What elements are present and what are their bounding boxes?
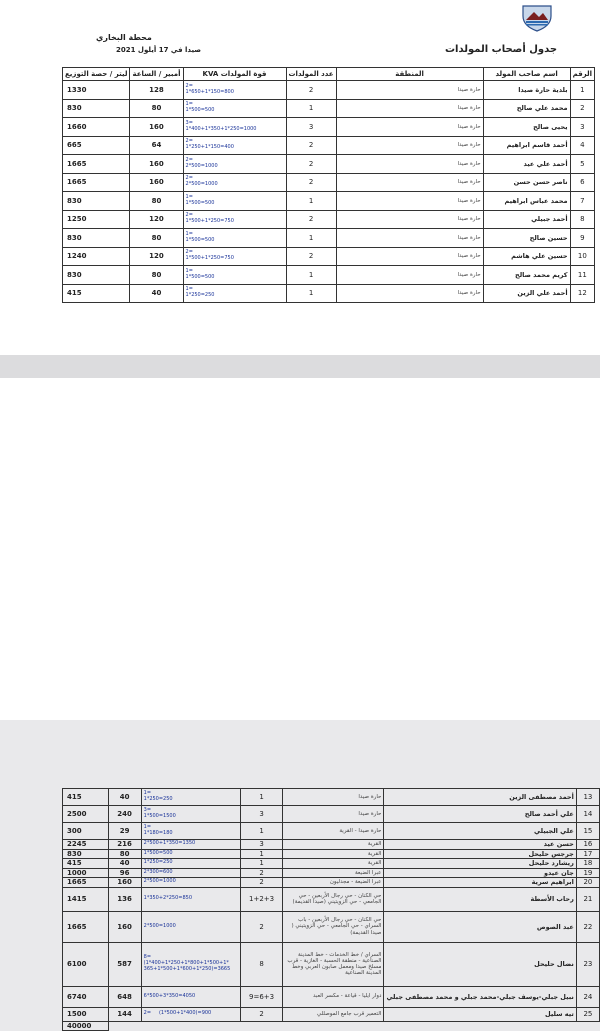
- area-name: القرية: [283, 840, 384, 850]
- ampere-hour: 128: [130, 81, 183, 100]
- ampere-hour: 80: [130, 229, 183, 248]
- owner-name: تيه سليل: [384, 1007, 576, 1021]
- row-number: 23: [576, 942, 599, 986]
- area-name: عبرا الضيعة: [283, 868, 384, 878]
- ampere-hour: 40: [108, 789, 141, 806]
- generator-kva: 2= 1*500+1*250=750: [183, 210, 286, 229]
- ampere-hour: 216: [108, 840, 141, 850]
- area-name: التعمير قرب جامع الموصللي: [283, 1007, 384, 1021]
- row-number: 11: [570, 266, 594, 285]
- area-name: حارة صيدا: [336, 136, 483, 155]
- generator-count: 2: [286, 155, 336, 174]
- ampere-hour: 160: [130, 118, 183, 137]
- owner-name: حسن عيد: [384, 840, 576, 850]
- liters-share: 415: [63, 284, 130, 303]
- generator-kva: 1= 1*500=500: [183, 192, 286, 211]
- liters-share: 6100: [63, 942, 109, 986]
- area-name: حارة صيدا: [336, 118, 483, 137]
- col-header-owner: اسم صاحب المولد: [483, 68, 570, 81]
- ampere-hour: 120: [130, 247, 183, 266]
- generator-count: 2: [240, 1007, 283, 1021]
- generators-table-part-2: [62, 788, 600, 1031]
- generator-count: 8: [240, 942, 283, 986]
- row-number: 10: [570, 247, 594, 266]
- generator-count: 1: [240, 849, 283, 859]
- liters-share: 1240: [63, 247, 130, 266]
- table-row: [63, 210, 595, 229]
- owner-name: يحيى صالح: [483, 118, 570, 137]
- owner-name: كريم محمد صالح: [483, 266, 570, 285]
- liters-share: 1665: [63, 878, 109, 888]
- generator-kva: 1*350+2*250=850: [141, 887, 240, 911]
- liters-share: 415: [63, 789, 109, 806]
- liters-share: 2500: [63, 806, 109, 823]
- row-number: 12: [570, 284, 594, 303]
- owner-name: علي أحمد صالح: [384, 806, 576, 823]
- generator-kva: 8= (1*400+1*250+1*800+1*500+1* 365+1*500+1*600+1*250)=3665: [141, 942, 240, 986]
- generator-kva: 2= 2*500=1000: [183, 155, 286, 174]
- generator-kva: 6*500+3*350=4050: [141, 986, 240, 1007]
- row-number: 18: [576, 859, 599, 869]
- generator-count: 3: [240, 806, 283, 823]
- liters-share: 830: [63, 229, 130, 248]
- generator-kva: 2= 2*500=1000: [183, 173, 286, 192]
- row-number: 4: [570, 136, 594, 155]
- area-name: حارة صيدا: [336, 210, 483, 229]
- area-name: حارة صيدا: [283, 806, 384, 823]
- ampere-hour: 80: [130, 192, 183, 211]
- area-name: القرية: [283, 859, 384, 869]
- table-row: [63, 911, 600, 942]
- generator-count: 2: [240, 911, 283, 942]
- area-name: السراي / خط الخدمات - خط المدينة الصناعية - منطقة الحسبة - الغازية - قرب مسلخ صيدا ومعمل صابون العربي وخط المدينة الصناعية: [283, 942, 384, 986]
- generator-count: 2: [240, 868, 283, 878]
- row-number: 3: [570, 118, 594, 137]
- area-name: حارة صيدا: [336, 192, 483, 211]
- area-name: حارة صيدا: [336, 266, 483, 285]
- generator-count: 6+3=9: [240, 986, 283, 1007]
- row-number: 13: [576, 789, 599, 806]
- area-name: حارة صيدا - القرية: [283, 823, 384, 840]
- table-row: [63, 229, 595, 248]
- ampere-hour: 144: [108, 1007, 141, 1021]
- generator-kva: 1= 1*500=500: [183, 266, 286, 285]
- generator-kva: 1= 1*500=500: [183, 229, 286, 248]
- area-name: دوار ايليا - قياعة - مكسر العبد: [283, 986, 384, 1007]
- generator-kva: 3= 1*500=1500: [141, 806, 240, 823]
- document-page-2: [0, 378, 600, 1030]
- row-number: 2: [570, 99, 594, 118]
- document-title: جدول أصحاب المولدات: [445, 44, 558, 55]
- table-row: [63, 247, 595, 266]
- table-row: [63, 859, 600, 869]
- area-name: حارة صيدا: [336, 173, 483, 192]
- ampere-hour: 240: [108, 806, 141, 823]
- row-number: 16: [576, 840, 599, 850]
- generator-kva: 2*500=1000: [141, 911, 240, 942]
- table-row: [63, 789, 600, 806]
- ampere-hour: 64: [130, 136, 183, 155]
- col-header-liters: ليتر / حصة التوزيع: [63, 68, 130, 81]
- owner-name: أحمد مصطفى الزين: [384, 789, 576, 806]
- generator-count: 1: [240, 789, 283, 806]
- owner-name: نبيل جبلي-يوسف جبلي-محمد جبلي و محمد مصطفى جبلي: [384, 986, 576, 1007]
- owner-name: أحمد جبيلي: [483, 210, 570, 229]
- ampere-hour: 136: [108, 887, 141, 911]
- table-row: [63, 155, 595, 174]
- owner-name: علي الجبيلي: [384, 823, 576, 840]
- generators-table-part-1: [62, 67, 595, 303]
- total-row: [63, 1021, 600, 1030]
- col-header-number: الرقم: [570, 68, 594, 81]
- ampere-hour: 648: [108, 986, 141, 1007]
- area-name: حارة صيدا: [336, 247, 483, 266]
- municipality-logo: [520, 4, 554, 32]
- ampere-hour: 160: [108, 878, 141, 888]
- area-name: حي الكنان - حي رجال الأربعين - باب السراي - حي الجامعي - حي الزويتيني ( صيدا القديمة): [283, 911, 384, 942]
- generator-kva: 1= 1*500=500: [183, 99, 286, 118]
- ampere-hour: 80: [130, 266, 183, 285]
- table-row: [63, 136, 595, 155]
- row-number: 6: [570, 173, 594, 192]
- liters-share: 830: [63, 192, 130, 211]
- table-row: [63, 118, 595, 137]
- ampere-hour: 160: [130, 173, 183, 192]
- row-number: 20: [576, 878, 599, 888]
- owner-name: محمد علي صالح: [483, 99, 570, 118]
- liters-share: 1415: [63, 887, 109, 911]
- table-row: [63, 823, 600, 840]
- liters-share: 300: [63, 823, 109, 840]
- owner-name: حسين صالح: [483, 229, 570, 248]
- area-name: حارة صيدا: [336, 99, 483, 118]
- generator-kva: 2*500=1000: [141, 878, 240, 888]
- empty-cell: [576, 1021, 599, 1030]
- owner-name: ابراهيم سرية: [384, 878, 576, 888]
- generator-count: 1: [240, 859, 283, 869]
- table-row: [63, 849, 600, 859]
- owner-name: نضال حليحل: [384, 942, 576, 986]
- generator-count: 2: [286, 210, 336, 229]
- ampere-hour: 80: [108, 849, 141, 859]
- row-number: 9: [570, 229, 594, 248]
- generator-count: 2: [286, 247, 336, 266]
- owner-name: بلدية حارة صيدا: [483, 81, 570, 100]
- col-header-kva: قوة المولدات KVA: [183, 68, 286, 81]
- table-row: [63, 840, 600, 850]
- table-row: [63, 284, 595, 303]
- generator-count: 2: [240, 878, 283, 888]
- table-row: [63, 1007, 600, 1021]
- table-row: [63, 806, 600, 823]
- table-row: [63, 81, 595, 100]
- generator-count: 1: [286, 192, 336, 211]
- document-page-1: [0, 0, 600, 355]
- table-row: [63, 173, 595, 192]
- liters-share: 2245: [63, 840, 109, 850]
- generator-count: 2: [286, 81, 336, 100]
- row-number: 1: [570, 81, 594, 100]
- generator-count: 1: [286, 229, 336, 248]
- table-row: [63, 942, 600, 986]
- owner-name: أحمد علي عيد: [483, 155, 570, 174]
- row-number: 19: [576, 868, 599, 878]
- table-row: [63, 868, 600, 878]
- area-name: حارة صيدا: [336, 155, 483, 174]
- owner-name: ناصر حسن حسن: [483, 173, 570, 192]
- ampere-hour: 160: [130, 155, 183, 174]
- ampere-hour: 96: [108, 868, 141, 878]
- table-row: [63, 986, 600, 1007]
- generator-kva: 3= 1*400+1*350+1*250=1000: [183, 118, 286, 137]
- empty-cell: [108, 1021, 141, 1030]
- ampere-hour: 160: [108, 911, 141, 942]
- ampere-hour: 587: [108, 942, 141, 986]
- liters-share: 1330: [63, 81, 130, 100]
- ampere-hour: 40: [108, 859, 141, 869]
- area-name: حارة صيدا: [336, 229, 483, 248]
- document-date: صيدا في 17 أيلول 2021: [116, 46, 202, 54]
- row-number: 21: [576, 887, 599, 911]
- liters-share: 665: [63, 136, 130, 155]
- empty-cell: [141, 1021, 240, 1030]
- ampere-hour: 80: [130, 99, 183, 118]
- ampere-hour: 120: [130, 210, 183, 229]
- col-header-count: عدد المولدات: [286, 68, 336, 81]
- generator-count: 1: [286, 266, 336, 285]
- generator-kva: 2= 1*500+1*250=750: [183, 247, 286, 266]
- generator-kva: 1= 1*250=250: [141, 789, 240, 806]
- liters-share: 1660: [63, 118, 130, 137]
- row-number: 22: [576, 911, 599, 942]
- page-gap: [0, 355, 600, 378]
- col-header-area: المنطقة: [336, 68, 483, 81]
- generator-count: 1: [286, 99, 336, 118]
- row-number: 17: [576, 849, 599, 859]
- generator-kva: 2= 1*650+1*150=800: [183, 81, 286, 100]
- owner-name: محمد عباس ابراهيم: [483, 192, 570, 211]
- empty-cell: [283, 1021, 384, 1030]
- generator-count: 1+2+3: [240, 887, 283, 911]
- liters-share: 1250: [63, 210, 130, 229]
- generator-count: 2: [286, 173, 336, 192]
- table-row: [63, 266, 595, 285]
- area-name: حارة صيدا: [283, 789, 384, 806]
- generator-kva: 2= (1*500+1*400)=900: [141, 1007, 240, 1021]
- owner-name: رحاب الأسطة: [384, 887, 576, 911]
- row-number: 24: [576, 986, 599, 1007]
- row-number: 15: [576, 823, 599, 840]
- owner-name: أحمد علي الزين: [483, 284, 570, 303]
- table-header-row: [63, 68, 595, 81]
- generator-kva: 2*300=600: [141, 868, 240, 878]
- generator-count: 1: [240, 823, 283, 840]
- generator-count: 3: [240, 840, 283, 850]
- area-name: عبرا الضيعة - مجدليون: [283, 878, 384, 888]
- owner-name: ريشارد حليحل: [384, 859, 576, 869]
- liters-share: 1665: [63, 173, 130, 192]
- row-number: 5: [570, 155, 594, 174]
- owner-name: جان عيدو: [384, 868, 576, 878]
- generator-kva: 1= 1*180=180: [141, 823, 240, 840]
- area-name: حارة صيدا: [336, 284, 483, 303]
- row-number: 8: [570, 210, 594, 229]
- table-row: [63, 192, 595, 211]
- generator-kva: 2*500+1*350=1350: [141, 840, 240, 850]
- owner-name: عبد الصوص: [384, 911, 576, 942]
- row-number: 7: [570, 192, 594, 211]
- generator-kva: 1*250=250: [141, 859, 240, 869]
- generator-kva: 1= 1*250=250: [183, 284, 286, 303]
- station-name: محطة البخاري: [96, 33, 152, 42]
- col-header-amp: أمبير / الساعة: [130, 68, 183, 81]
- empty-cell: [240, 1021, 283, 1030]
- area-name: حي الكنان - حي رجال الأربعين - حي الجامعي - حي الزويتيني (صيدا القديمة): [283, 887, 384, 911]
- row-number: 25: [576, 1007, 599, 1021]
- table-row: [63, 878, 600, 888]
- table-row: [63, 99, 595, 118]
- liters-share: 415: [63, 859, 109, 869]
- liters-share: 830: [63, 266, 130, 285]
- liters-share: 830: [63, 99, 130, 118]
- empty-cell: [384, 1021, 576, 1030]
- liters-share: 1665: [63, 155, 130, 174]
- owner-name: حسين علي هاشم: [483, 247, 570, 266]
- area-name: القرية: [283, 849, 384, 859]
- liters-share: 1000: [63, 868, 109, 878]
- generator-count: 2: [286, 136, 336, 155]
- generator-kva: 2= 1*250+1*150=400: [183, 136, 286, 155]
- liters-share: 830: [63, 849, 109, 859]
- owner-name: أحمد قاسم ابراهيم: [483, 136, 570, 155]
- generator-count: 3: [286, 118, 336, 137]
- grand-total: 40000: [63, 1021, 109, 1030]
- generator-kva: 1*500=500: [141, 849, 240, 859]
- ampere-hour: 40: [130, 284, 183, 303]
- liters-share: 6740: [63, 986, 109, 1007]
- liters-share: 1665: [63, 911, 109, 942]
- generator-count: 1: [286, 284, 336, 303]
- table-row: [63, 887, 600, 911]
- row-number: 14: [576, 806, 599, 823]
- ampere-hour: 29: [108, 823, 141, 840]
- liters-share: 1500: [63, 1007, 109, 1021]
- owner-name: جرجس حليحل: [384, 849, 576, 859]
- area-name: حارة صيدا: [336, 81, 483, 100]
